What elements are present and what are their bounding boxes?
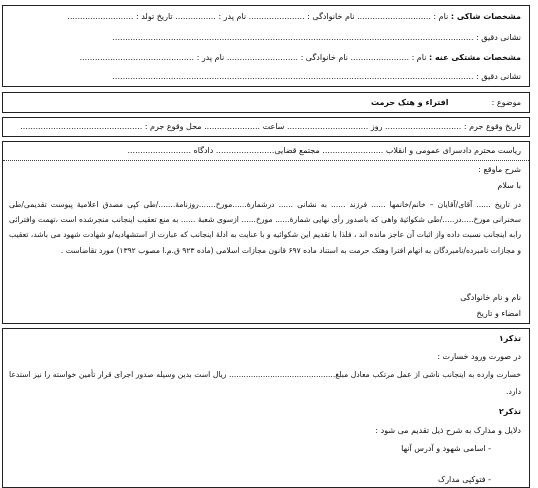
crime-time-label: ساعت [262,122,285,131]
parties-box [2,5,530,87]
crime-box [2,117,530,137]
complainant-address-row: نشانی دقیق : .............................................................................................................................................. [112,33,521,42]
letter-body: در تاریخ ...... آقای/آقایان – خانم/خانمها ...... فرزند ...... به نشانی ...... درشمارهٔ......مورخ.......روزنامهٔ......./طی کپی مصدق اعلامیهٔ پیوست تقدیمی/طی سخنرانی مورخ.....در...../طی شکوائیهٔ واهی که باصدور رأی نهایی شمارهٔ...... مورخ...... ازسوی شعبهٔ ...... به منع تعقیب اینجانب منجرشده است ،تهمت وافترائی رابه اینجانب نسبت داده واز اثبات آن عاجز مانده اند ، فلذا با تقدیم این شکوائیه و با عنایت به ادلهٔ اینجانب که عبارت از استشهادیه/و شهادت شهود می باشد، تعقیب و مجازات نامبرده/نامبردگان به اتهام افترا وهتک حرمت به استناد ماده ۶۹۷ قانون مجازات اسلامی (ماده ۹۲۳ ق.م.ا مصوب ۱۳۹۲) مورد تقاضاست . [9,200,521,255]
note2-title: تذکر۲ [498,407,521,416]
salutation: با سلام [497,181,521,190]
defendant-father-label: نام پدر : [196,53,225,62]
subject-label: موضوع : [491,98,521,107]
note1-intro: در صورت ورود خسارت : [437,352,521,361]
complainant-birth-label: تاریخ تولد : [135,12,173,21]
defendant-address-row: نشانی دقیق : .............................................................................................................................................. [112,72,521,81]
complainant-father-label: نام پدر : [218,12,247,21]
defendant-name-label: نام : [411,53,427,62]
sign-date: امضاء و تاریخ [476,309,521,318]
note2-intro: دلایل و مدارک به شرح ذیل تقدیم می شود : [375,426,521,435]
subject-row [371,98,521,108]
subject-value: افتراء و هتک حرمت [370,98,449,107]
complainant-name-label: نام : [433,12,449,21]
note1-body: خسارت وارده به اینجانب ناشی از عمل مرتکب معادل مبلغ............................................ ریال است بدین وسیله صدور اجرای قرار تأمین خواسته را نیز استدعا دارد. [9,370,521,396]
crime-place-label: محل وقوع جرم : [144,122,202,131]
complainant-family-label: نام خانوادگی : [307,12,355,21]
complainant-address-label: نشانی دقیق : [476,33,521,42]
heading-divider [3,160,529,161]
notes-box [2,328,530,488]
note2-item-witnesses: - اسامی شهود و آدرس آنها [401,444,491,453]
crime-day-label: روز [370,122,383,131]
desc-title: شرح ماوقع : [478,165,521,174]
letter-heading: ریاست محترم دادسرای عمومی و انقلاب ........................ مجتمع قضایی....................... دادگاه ......................... [127,146,521,155]
sign-name: نام و نام خانوادگی [460,293,521,302]
note2-item-documents: - فتوکپی مدارک [438,475,491,484]
letter-box [2,141,530,324]
defendant-title: مشخصات مشتکی عنه : [428,53,521,62]
subject-box [2,92,530,113]
complainant-title: مشخصات شاکی : [450,12,521,21]
defendant-row: مشخصات مشتکی عنه : نام : ....................... نام خانوادگی : ............................ نام پدر : ............................................. [79,53,521,62]
complainant-row: مشخصات شاکی : نام : ............................. نام خانوادگی : ...................... نام پدر : ................ تاریخ تولد : .......................... [67,12,521,21]
crime-date-label: تاریخ وقوع جرم : [463,122,521,131]
defendant-family-label: نام خانوادگی : [300,53,348,62]
crime-row: تاریخ وقوع جرم : .............................. روز ................................ ساعت ...................... محل وقوع جرم : ................................................ [20,122,521,131]
defendant-address-label: نشانی دقیق : [476,72,521,81]
note1-title: تذکر۱ [498,334,521,343]
